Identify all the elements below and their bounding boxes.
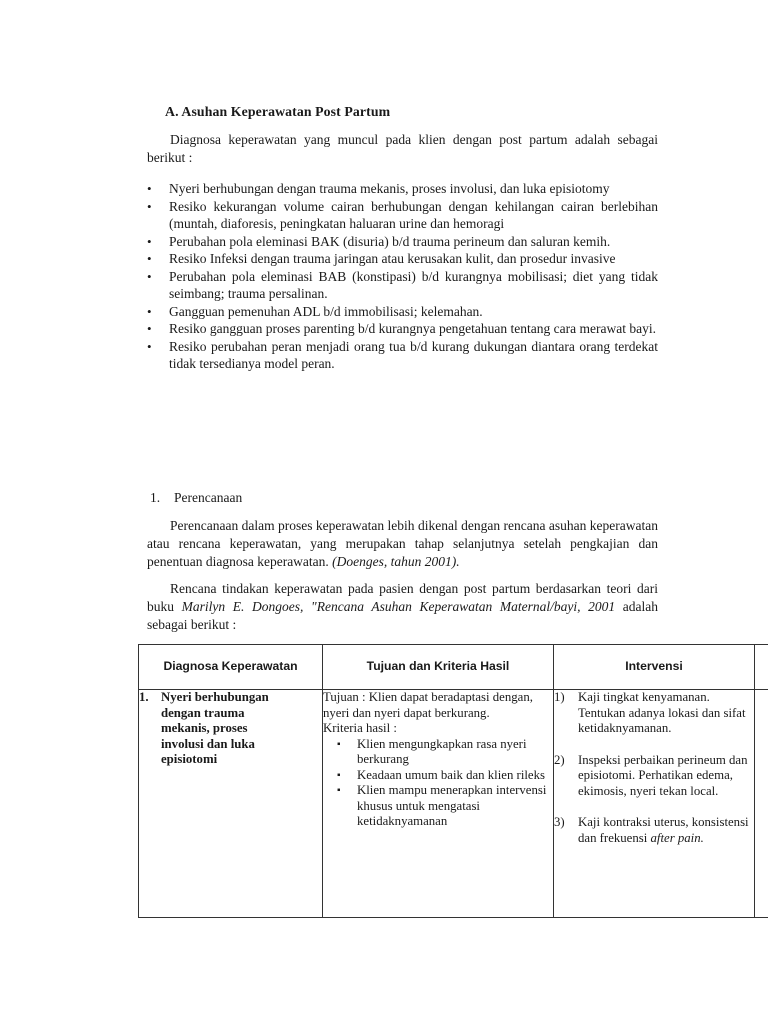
list-item: 1) Kaji tingkat kenyamanan. Tentukan adanya lokasi dan sifat ketidaknyamanan. [554, 690, 746, 735]
list-item: ▪ Keadaan umum baik dan klien rileks [337, 767, 545, 782]
list-item: • Perubahan pola eleminasi BAK (disuria) b/d trauma perineum dan saluran kemih. [147, 233, 611, 249]
list-item: • Perubahan pola eleminasi BAB (konstipasi) b/d kurangnya mobilisasi; diet yang tidak seimbang; trauma persalinan. [147, 268, 658, 301]
section-heading: A. Asuhan Keperawatan Post Partum [165, 104, 391, 119]
bullet-icon: • [147, 251, 152, 266]
subsection-heading: 1. Perencanaan [150, 490, 243, 505]
list-item: 2) Inspeksi perbaikan perineum dan episiotomi. Perhatikan edema, ekimosis, nyeri tekan local. [554, 752, 748, 798]
list-item: ▪ Klien mampu menerapkan intervensi khusus untuk mengatasi ketidaknyamanan [337, 783, 547, 828]
header-goals: Tujuan dan Kriteria Hasil [323, 645, 554, 690]
criteria-label: Kriteria hasil : [323, 721, 397, 735]
table-row [139, 690, 768, 918]
bullet-icon: • [147, 321, 152, 336]
table-header-row [139, 645, 768, 690]
care-plan-table [138, 644, 768, 918]
goal-text: Tujuan : Klien dapat beradaptasi dengan, nyeri dan nyeri dapat berkurang. [323, 690, 533, 720]
planning-paragraph: Perencanaan dalam proses keperawatan lebih dikenal dengan rencana asuhan keperawatan atau rencana keperawatan, yang merupakan tahap selanjutnya setelah pengkajian dan penentuan diagnosa keperawatan. (Doenges, tahun 2001). [147, 518, 658, 569]
citation: Marilyn E. Dongoes, "Rencana Asuhan Keperawatan Maternal/bayi, 2001 [181, 599, 616, 614]
square-bullet-icon: ▪ [337, 738, 341, 750]
square-bullet-icon: ▪ [337, 769, 341, 781]
list-item: 3) Kaji kontraksi uterus, konsistensi dan frekuensi after pain. [554, 815, 749, 845]
list-item: • Resiko perubahan peran menjadi orang tua b/d kurang dukungan diantara orang terdekat tidak tersedianya model peran. [147, 338, 658, 371]
square-bullet-icon: ▪ [337, 785, 341, 796]
list-item: • Resiko kekurangan volume cairan berhubungan dengan kehilangan cairan berlebihan (muntah, diaforesis, peningkatan haluaran urine dan hemoragi [147, 198, 658, 231]
goal-cell [323, 690, 554, 918]
intervention-cell [554, 690, 755, 918]
list-item: • Gangguan pemenuhan ADL b/d immobilisasi; kelemahan. [147, 303, 483, 319]
bullet-icon: • [147, 198, 152, 214]
list-item: • Resiko gangguan proses parenting b/d kurangnya pengetahuan tentang cara merawat bayi. [147, 321, 656, 336]
list-item: ▪ Klien mengungkapkan rasa nyeri berkurang [337, 736, 527, 766]
bullet-icon: • [147, 338, 152, 354]
bullet-icon: • [147, 233, 152, 249]
diagnosis-cell: 1. Nyeri berhubungan dengan trauma mekanis, proses involusi dan luka episiotomi [139, 690, 323, 918]
intro-paragraph: Diagnosa keperawatan yang muncul pada klien dengan post partum adalah sebagai berikut : [147, 132, 658, 165]
bullet-icon: • [147, 303, 152, 319]
bullet-icon: • [147, 268, 152, 284]
diagnosis-list [147, 180, 658, 373]
header-extra [755, 645, 768, 690]
extra-cell [755, 690, 768, 918]
bullet-icon: • [147, 181, 152, 196]
citation: (Doenges, tahun 2001). [332, 554, 460, 569]
list-item: • Nyeri berhubungan dengan trauma mekanis, proses involusi, dan luka episiotomy [147, 181, 610, 196]
plan-source-paragraph: Rencana tindakan keperawatan pada pasien dengan post partum berdasarkan teori dari buku Marilyn E. Dongoes, "Rencana Asuhan Keperawatan Maternal/bayi, 2001 adalah sebagai berikut : [147, 581, 658, 632]
header-diagnosis: Diagnosa Keperawatan [139, 645, 323, 690]
criteria-list [323, 737, 553, 830]
header-interventions: Intervensi [554, 645, 755, 690]
intervention-list [554, 690, 754, 846]
list-item: • Resiko Infeksi dengan trauma jaringan atau kerusakan kulit, dan prosedur invasive [147, 251, 616, 266]
